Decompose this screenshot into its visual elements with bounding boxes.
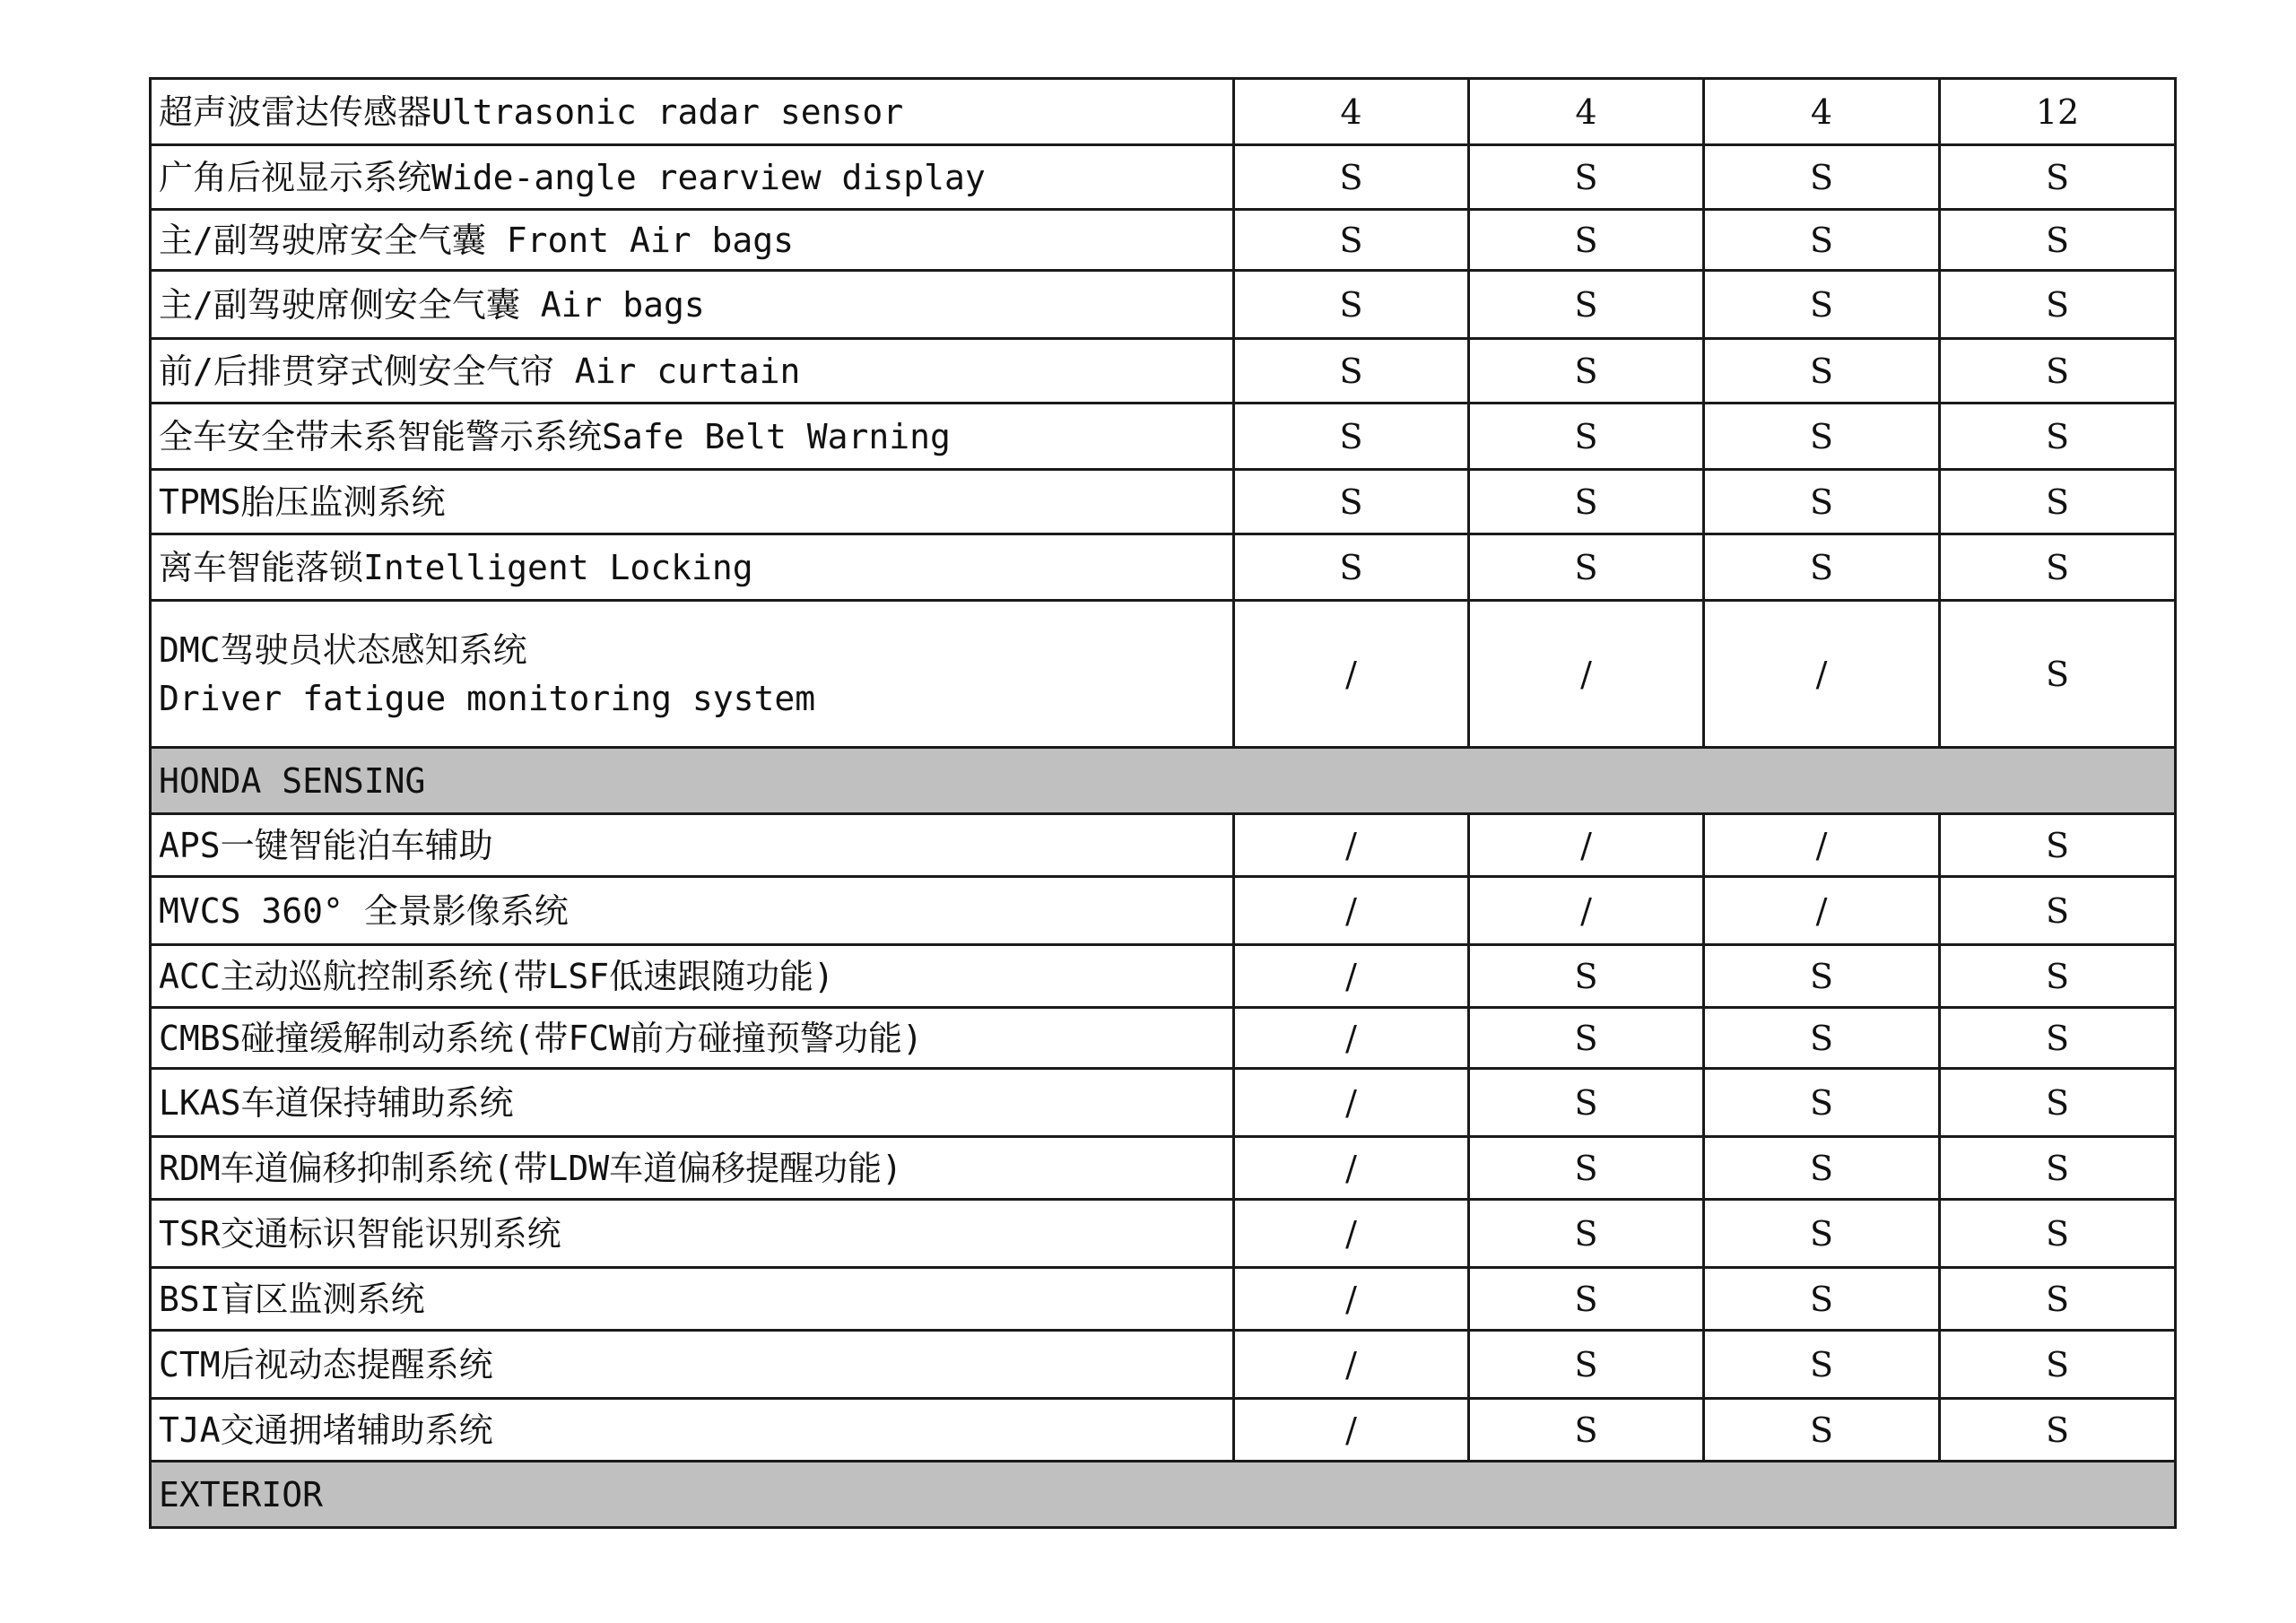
spec-table [149,77,2177,1529]
section-header-row [151,1462,2176,1528]
trim-3-value: S [1704,1008,1940,1069]
trim-2-value: S [1469,1069,1704,1137]
feature-label: TJA交通拥堵辅助系统 [151,1399,1234,1462]
feature-label: RDM车道偏移抑制系统(带LDW车道偏移提醒功能) [151,1137,1234,1200]
trim-1-value: S [1234,404,1469,470]
trim-2-value: S [1469,945,1704,1008]
trim-1-value: S [1234,271,1469,339]
table-row [151,1137,2176,1200]
feature-label: TSR交通标识智能识别系统 [151,1200,1234,1268]
table-row [151,814,2176,877]
trim-1-value: S [1234,210,1469,271]
trim-3-value: / [1704,601,1940,748]
trim-1-value: / [1234,1069,1469,1137]
trim-4-value: S [1940,1137,2176,1200]
table-row [151,210,2176,271]
feature-label: 广角后视显示系统Wide-angle rearview display [151,145,1234,210]
table-row [151,534,2176,601]
trim-1-value: 4 [1234,79,1469,145]
trim-4-value: S [1940,271,2176,339]
feature-label: 全车安全带未系智能警示系统Safe Belt Warning [151,404,1234,470]
trim-3-value: S [1704,1137,1940,1200]
trim-1-value: / [1234,1137,1469,1200]
table-row [151,1008,2176,1069]
trim-2-value: / [1469,601,1704,748]
feature-label: ACC主动巡航控制系统(带LSF低速跟随功能) [151,945,1234,1008]
trim-4-value: S [1940,1331,2176,1399]
trim-3-value: S [1704,1399,1940,1462]
trim-4-value: S [1940,145,2176,210]
trim-3-value: 4 [1704,79,1940,145]
trim-3-value: S [1704,271,1940,339]
trim-1-value: / [1234,601,1469,748]
trim-2-value: S [1469,1399,1704,1462]
feature-label: BSI盲区监测系统 [151,1268,1234,1331]
trim-4-value: S [1940,404,2176,470]
feature-label: 主/副驾驶席侧安全气囊 Air bags [151,271,1234,339]
trim-4-value: S [1940,534,2176,601]
section-title: EXTERIOR [151,1462,2176,1528]
trim-4-value: S [1940,210,2176,271]
trim-3-value: S [1704,1268,1940,1331]
feature-label-line: DMC驾驶员状态感知系统 [159,629,527,670]
trim-2-value: S [1469,1331,1704,1399]
trim-3-value: / [1704,814,1940,877]
trim-2-value: S [1469,1008,1704,1069]
feature-label: CTM后视动态提醒系统 [151,1331,1234,1399]
feature-label: 主/副驾驶席安全气囊 Front Air bags [151,210,1234,271]
feature-label: 前/后排贯穿式侧安全气帘 Air curtain [151,339,1234,404]
feature-label: TPMS胎压监测系统 [151,470,1234,534]
section-title: HONDA SENSING [151,748,2176,814]
trim-1-value: / [1234,1268,1469,1331]
trim-1-value: S [1234,470,1469,534]
trim-2-value: 4 [1469,79,1704,145]
trim-2-value: S [1469,1268,1704,1331]
trim-1-value: / [1234,1331,1469,1399]
trim-4-value: S [1940,339,2176,404]
feature-label: 离车智能落锁Intelligent Locking [151,534,1234,601]
trim-1-value: / [1234,814,1469,877]
table-row [151,271,2176,339]
table-row [151,601,2176,748]
trim-4-value: S [1940,945,2176,1008]
feature-label: LKAS车道保持辅助系统 [151,1069,1234,1137]
trim-1-value: / [1234,945,1469,1008]
table-row [151,945,2176,1008]
trim-1-value: S [1234,339,1469,404]
trim-2-value: S [1469,271,1704,339]
table-row [151,339,2176,404]
trim-4-value: S [1940,470,2176,534]
trim-3-value: S [1704,210,1940,271]
trim-2-value: S [1469,1137,1704,1200]
trim-3-value: S [1704,339,1940,404]
trim-2-value: S [1469,404,1704,470]
table-row [151,1399,2176,1462]
table-row [151,470,2176,534]
trim-3-value: S [1704,470,1940,534]
table-row [151,145,2176,210]
trim-1-value: S [1234,534,1469,601]
trim-3-value: S [1704,945,1940,1008]
trim-4-value: S [1940,601,2176,748]
trim-4-value: S [1940,1268,2176,1331]
trim-1-value: / [1234,877,1469,945]
trim-3-value: S [1704,145,1940,210]
trim-4-value: S [1940,1008,2176,1069]
table-row [151,1200,2176,1268]
table-row [151,79,2176,145]
trim-4-value: S [1940,1069,2176,1137]
section-header-row [151,748,2176,814]
trim-3-value: S [1704,534,1940,601]
table-row [151,1069,2176,1137]
trim-1-value: S [1234,145,1469,210]
feature-label: 超声波雷达传感器Ultrasonic radar sensor [151,79,1234,145]
table-row [151,1268,2176,1331]
feature-label-line: Driver fatigue monitoring system [159,678,816,718]
trim-4-value: 12 [1940,79,2176,145]
trim-3-value: S [1704,1331,1940,1399]
feature-label: MVCS 360° 全景影像系统 [151,877,1234,945]
table-row [151,877,2176,945]
feature-label: CMBS碰撞缓解制动系统(带FCW前方碰撞预警功能) [151,1008,1234,1069]
trim-4-value: S [1940,1200,2176,1268]
trim-2-value: / [1469,814,1704,877]
trim-2-value: S [1469,470,1704,534]
trim-4-value: S [1940,877,2176,945]
trim-3-value: S [1704,1200,1940,1268]
trim-2-value: S [1469,339,1704,404]
trim-2-value: S [1469,210,1704,271]
trim-3-value: S [1704,404,1940,470]
trim-2-value: S [1469,145,1704,210]
trim-3-value: S [1704,1069,1940,1137]
trim-3-value: / [1704,877,1940,945]
trim-2-value: S [1469,1200,1704,1268]
trim-1-value: / [1234,1008,1469,1069]
table-row [151,1331,2176,1399]
trim-4-value: S [1940,814,2176,877]
feature-label: APS一键智能泊车辅助 [151,814,1234,877]
trim-2-value: S [1469,534,1704,601]
table-row [151,404,2176,470]
trim-1-value: / [1234,1399,1469,1462]
spec-table-body [151,79,2176,1528]
feature-label [151,601,1234,748]
trim-4-value: S [1940,1399,2176,1462]
trim-2-value: / [1469,877,1704,945]
trim-1-value: / [1234,1200,1469,1268]
